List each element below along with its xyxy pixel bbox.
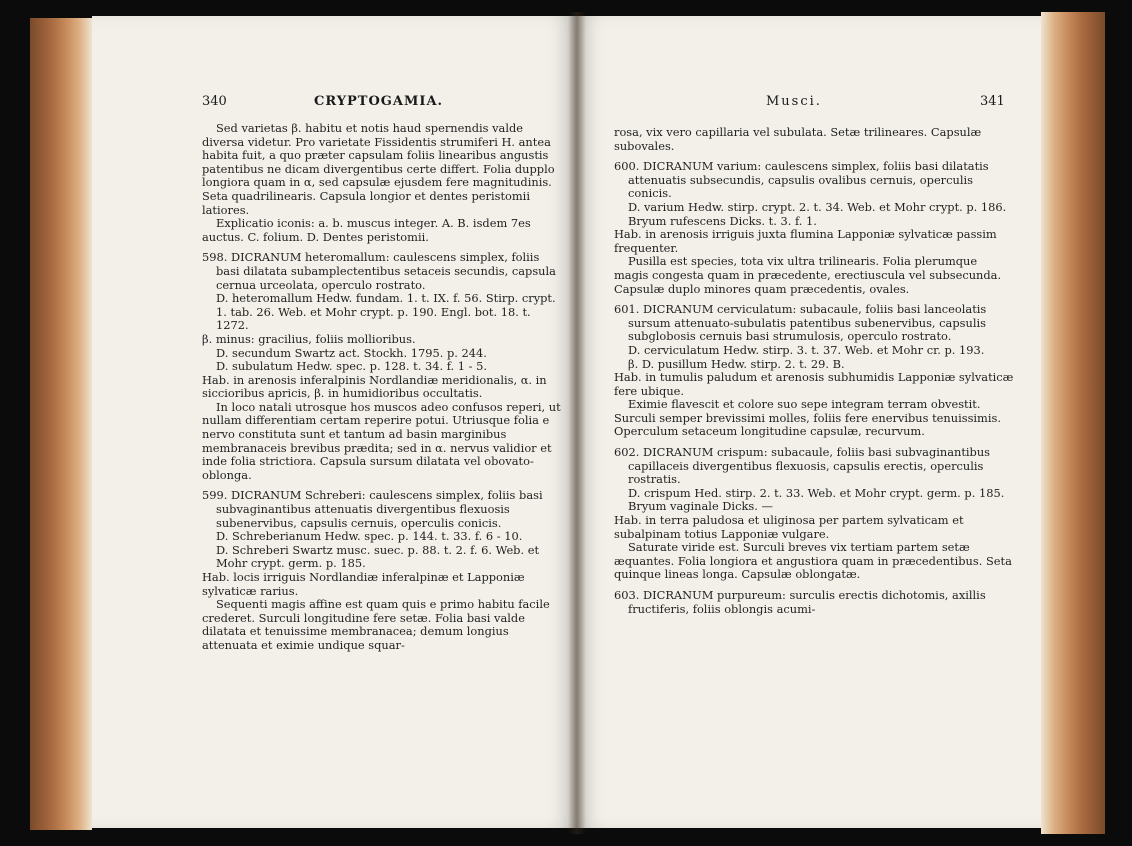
right-text-block [614,126,1014,616]
paragraph: Explicatio iconis: a. b. muscus integer. A. B. isdem 7es auctus. C. folium. D. Dentes peristomii. [202,216,531,244]
page-number-right: 341 [980,94,1005,109]
species-entry: 599. DICRANUM Schreberi: caulescens simplex, foliis basi subvaginantibus attenuatis divergentibus flexuosis subenervibus, capsulis cernuis, operculis conicis. [202,488,543,530]
paragraph: Pusilla est species, tota vix ultra trilinearis. Folia plerumque magis congesta quam in præcedente, erectiuscula vel subsecunda. Capsulæ duplo minores quam præcedentis, ovales. [614,254,1002,296]
species-entry: 601. DICRANUM cerviculatum: subacaule, foliis basi lanceolatis sursum attenuato-subulatis patentibus subenervibus, capsulis subglobosis cernuis basi strumulosis, operculo rostrato. [614,302,987,344]
habitat-line: Hab. locis irriguis Nordlandiæ inferalpinæ et Lapponiæ sylvaticæ rarius. [202,570,525,598]
synonym-line: D. heteromallum Hedw. fundam. 1. t. IX. f. 56. Stirp. crypt. 1. tab. 26. Web. et Mohr crypt. p. 190. Engl. bot. 18. t. 1272. [216,291,556,333]
habitat-line: Hab. in tumulis paludum et arenosis subhumidis Lapponiæ sylvaticæ fere ubique. [614,370,1014,398]
running-title-right: Musci. [766,94,822,109]
open-book [30,12,1105,834]
synonym-line: D. cerviculatum Hedw. stirp. 3. t. 37. Web. et Mohr cr. p. 193. [628,342,985,357]
synonym-line: Bryum vaginale Dicks. — [628,499,773,514]
paragraph: rosa, vix vero capillaria vel subulata. Setæ trilineares. Capsulæ subovales. [614,125,982,153]
species-entry: 600. DICRANUM varium: caulescens simplex, foliis basi dilatatis attenuatis subsecundis, capsulis ovalibus cernuis, operculis conicis. [614,159,989,201]
left-text-block [202,122,564,653]
book-gutter [568,12,586,834]
synonym-line: D. secundum Swartz act. Stockh. 1795. p. 244. [216,345,487,360]
species-entry: 598. DICRANUM heteromallum: caulescens simplex, foliis basi dilatata subamplectentibus setaceis secundis, capsula cernua urceolata, operculo rostrato. [202,250,556,292]
habitat-line: Hab. in arenosis irriguis juxta flumina Lapponiæ sylvaticæ passim frequenter. [614,227,997,255]
paragraph: Eximie flavescit et colore suo sepe integram terram obvestit. Surculi semper brevissimi molles, foliis fere enervibus tenuissimis. Operculum setaceum longitudine capsulæ, recurvum. [614,397,1001,439]
left-page-edges [30,18,92,830]
synonym-line: Bryum rufescens Dicks. t. 3. f. 1. [628,213,817,228]
habitat-line: Hab. in arenosis inferalpinis Nordlandiæ meridionalis, α. in siccioribus apricis, β. in humidioribus occultatis. [202,372,547,401]
paragraph: Saturate viride est. Surculi breves vix tertiam partem setæ æquantes. Folia longiora et angustiora quam in præcedentibus. Seta quinque lineas longa. Capsulæ oblongatæ. [614,540,1012,582]
paragraph: In loco natali utrosque hos muscos adeo confusos reperi, ut nullam differentiam certam reperire potui. Utriusque folia e nervo constituta sunt et tantum ad basin marginibus membranaceis brevibus prædita; sed in α. nervus validior et inde folia strictiora. Capsula sursum dilatata vel obovato-oblonga. [202,399,561,482]
variety-line: β. D. pusillum Hedw. stirp. 2. t. 29. B. [628,356,845,371]
species-entry: 602. DICRANUM crispum: subacaule, foliis basi subvaginantibus capillaceis divergentibus flexuosis, capsulis erectis, operculis rostratis. [614,445,991,487]
species-entry: 603. DICRANUM purpureum: surculis erectis dichotomis, axillis fructiferis, foliis oblongis acumi- [614,588,986,616]
variety-line: β. minus: gracilius, foliis mollioribus. [202,331,416,346]
right-page-edges [1041,12,1105,834]
synonym-line: D. Schreberianum Hedw. spec. p. 144. t. 33. f. 6 - 10. [216,529,523,544]
paragraph: Sequenti magis affine est quam quis e primo habitu facile crederet. Surculi longitudine fere setæ. Folia basi valde dilatata et tenuissime membranacea; demum longius attenuata et eximie undique squar- [202,597,550,652]
synonym-line: D. subulatum Hedw. spec. p. 128. t. 34. f. 1 - 5. [216,359,487,374]
left-page [92,16,576,828]
paragraph: Sed varietas β. habitu et notis haud spernendis valde diversa videtur. Pro varietate Fissidentis strumiferi H. antea habita fuit, a quo præter capsulam foliis linearibus angustis patentibus ne dicam divergentibus certe differt. Folia dupplo longiora quam in α, sed capsulæ ejusdem fere magnitudinis. Seta quadrilinearis. Capsula longior et dentes peristomii latiores. [202,121,555,217]
synonym-line: D. varium Hedw. stirp. crypt. 2. t. 34. Web. et Mohr crypt. p. 186. [628,199,1007,214]
synonym-line: D. Schreberi Swartz musc. suec. p. 88. t. 2. f. 6. Web. et Mohr crypt. germ. p. 185. [216,542,540,571]
right-page [576,16,1041,828]
running-title-left: CRYPTOGAMIA. [314,94,444,109]
page-number-left: 340 [202,94,227,109]
habitat-line: Hab. in terra paludosa et uliginosa per partem sylvaticam et subalpinam totius Lapponiæ vulgare. [614,513,964,541]
synonym-line: D. crispum Hed. stirp. 2. t. 33. Web. et Mohr crypt. germ. p. 185. [628,485,1005,500]
